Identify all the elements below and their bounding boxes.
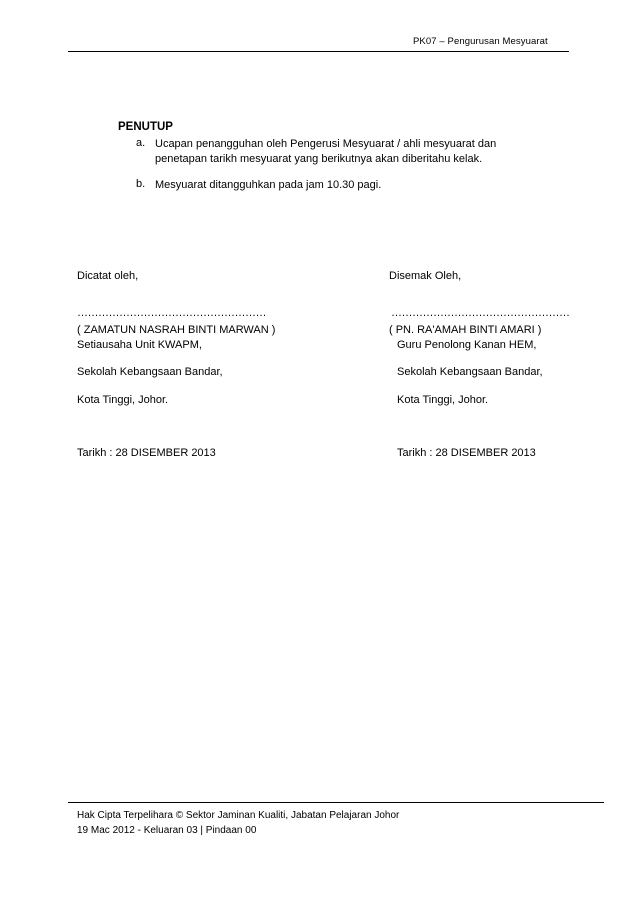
signatory-school: Sekolah Kebangsaan Bandar, xyxy=(77,366,223,378)
list-item-text-line: Mesyuarat ditangguhkan pada jam 10.30 pagi. xyxy=(155,179,382,191)
signatory-position: Setiausaha Unit KWAPM, xyxy=(77,339,202,351)
signatory-location: Kota Tinggi, Johor. xyxy=(397,394,489,406)
footer-version: 19 Mac 2012 - Keluaran 03 | Pindaan 00 xyxy=(77,825,257,836)
signature-role: Disemak Oleh, xyxy=(389,270,462,282)
signature-date: Tarikh : 28 DISEMBER 2013 xyxy=(397,447,536,459)
signature-role: Dicatat oleh, xyxy=(77,270,139,282)
signatory-school: Sekolah Kebangsaan Bandar, xyxy=(397,366,543,378)
signature-line: ……………………………………………… xyxy=(77,307,266,319)
signatory-location: Kota Tinggi, Johor. xyxy=(77,394,169,406)
signatory-name: ( PN. RA'AMAH BINTI AMARI ) xyxy=(389,324,542,336)
document-reference: PK07 – Pengurusan Mesyuarat xyxy=(413,36,548,47)
footer-copyright: Hak Cipta Terpelihara © Sektor Jaminan Kualiti, Jabatan Pelajaran Johor xyxy=(77,810,400,821)
list-item-text-line: Ucapan penangguhan oleh Pengerusi Mesyuarat / ahli mesyuarat dan xyxy=(155,138,497,150)
signatory-position: Guru Penolong Kanan HEM, xyxy=(397,339,537,351)
header-rule xyxy=(68,51,569,52)
footer-rule xyxy=(68,802,604,803)
signature-line: …………………………………………… xyxy=(391,307,570,319)
list-marker: b. xyxy=(136,178,146,190)
list-item-text-line: penetapan tarikh mesyuarat yang berikutnya akan diberitahu kelak. xyxy=(155,153,483,165)
list-marker: a. xyxy=(136,137,146,149)
signatory-name: ( ZAMATUN NASRAH BINTI MARWAN ) xyxy=(77,324,276,336)
section-title-penutup: PENUTUP xyxy=(118,121,173,133)
signature-date: Tarikh : 28 DISEMBER 2013 xyxy=(77,447,216,459)
